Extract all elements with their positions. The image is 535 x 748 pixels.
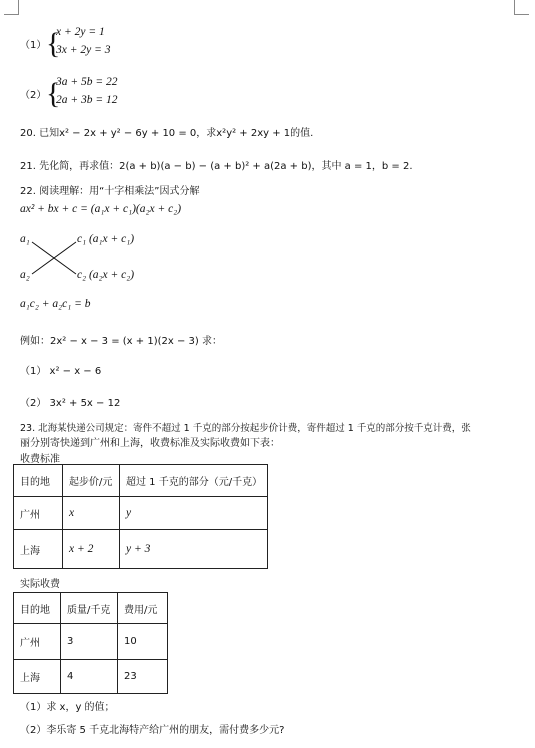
q19-part2-label: （2） [20,90,47,101]
table-header-cell: 起步价/元 [63,465,120,497]
question-22-title: 22. 阅读理解：用“十字相乘法”因式分解 [20,186,200,197]
table-header-row [14,465,268,497]
table-cell: x + 2 [63,530,120,569]
table-cell: 3 [61,624,118,660]
q22-relation: a₁c₂ + a₂c₁ = b [20,298,91,310]
table-cell: 上海 [14,660,61,694]
table-row [14,497,268,530]
table-header-cell: 费用/元 [118,593,168,624]
q19-part2-equation-1: 3a + 5b = 22 [56,76,118,88]
table-header-row [14,593,168,624]
brace-icon: { [46,27,61,60]
q19-part2-equation-2: 2a + 3b = 12 [56,94,118,106]
q22-part1: （1） x² − x − 6 [20,366,102,377]
cross-label-a2: a₂ [20,269,30,281]
table-row [14,624,168,660]
q22-formula: ax² + bx + c = (a₁x + c₁)(a₂x + c₂) [20,203,182,215]
table-cell: 广州 [14,497,63,530]
q19-part1-equation-1: x + 2y = 1 [56,26,105,38]
table-cell: 10 [118,624,168,660]
table-header-cell: 质量/千克 [61,593,118,624]
table1-caption: 收费标准 [20,454,60,465]
corner-mark-left [4,0,19,15]
cross-label-a1: a₁ [20,233,30,245]
table-header-cell: 目的地 [14,465,63,497]
cross-label-c1: c₁ (a₁x + c₁) [77,233,135,245]
question-21: 21. 先化简，再求值：2(a + b)(a − b) − (a + b)² + a(2a + b)，其中 a = 1，b = 2. [20,161,413,172]
fee-standard-table [13,464,268,569]
table-cell: 23 [118,660,168,694]
cross-multiplication-diagram [30,240,78,276]
table2-caption: 实际收费 [20,579,60,590]
cross-label-c2: c₂ (a₂x + c₂) [77,269,135,281]
table-cell: y + 3 [120,530,268,569]
question-20: 20. 已知x² − 2x + y² − 6y + 10 = 0，求x²y² + 2xy + 1的值. [20,128,314,139]
q22-part2: （2） 3x² + 5x − 12 [20,398,121,409]
table-cell: y [120,497,268,530]
table-cell: 4 [61,660,118,694]
table-header-cell: 目的地 [14,593,61,624]
corner-mark-right [514,0,529,15]
table-cell: 上海 [14,530,63,569]
question-23-intro-line2: 丽分别寄快递到广州和上海，收费标准及实际收费如下表： [20,438,280,449]
brace-icon: { [46,77,61,110]
table-header-cell: 超过 1 千克的部分（元/千克） [120,465,268,497]
q23-part1: （1）求 x，y 的值； [20,702,115,713]
actual-fee-table [13,592,168,694]
table-row [14,660,168,694]
question-23-intro-line1: 23. 北海某快递公司规定：寄件不超过 1 千克的部分按起步价计费，寄件超过 1 千克的部分按千克计费，张 [20,423,471,434]
table-row [14,530,268,569]
q23-part2: （2）李乐寄 5 千克北海特产给广州的朋友，需付费多少元? [20,725,285,736]
q19-part1-equation-2: 3x + 2y = 3 [56,44,111,56]
table-cell: 广州 [14,624,61,660]
q19-part1-label: （1） [20,40,47,51]
q22-example: 例如：2x² − x − 3 = (x + 1)(2x − 3) 求： [20,336,222,347]
table-cell: x [63,497,120,530]
